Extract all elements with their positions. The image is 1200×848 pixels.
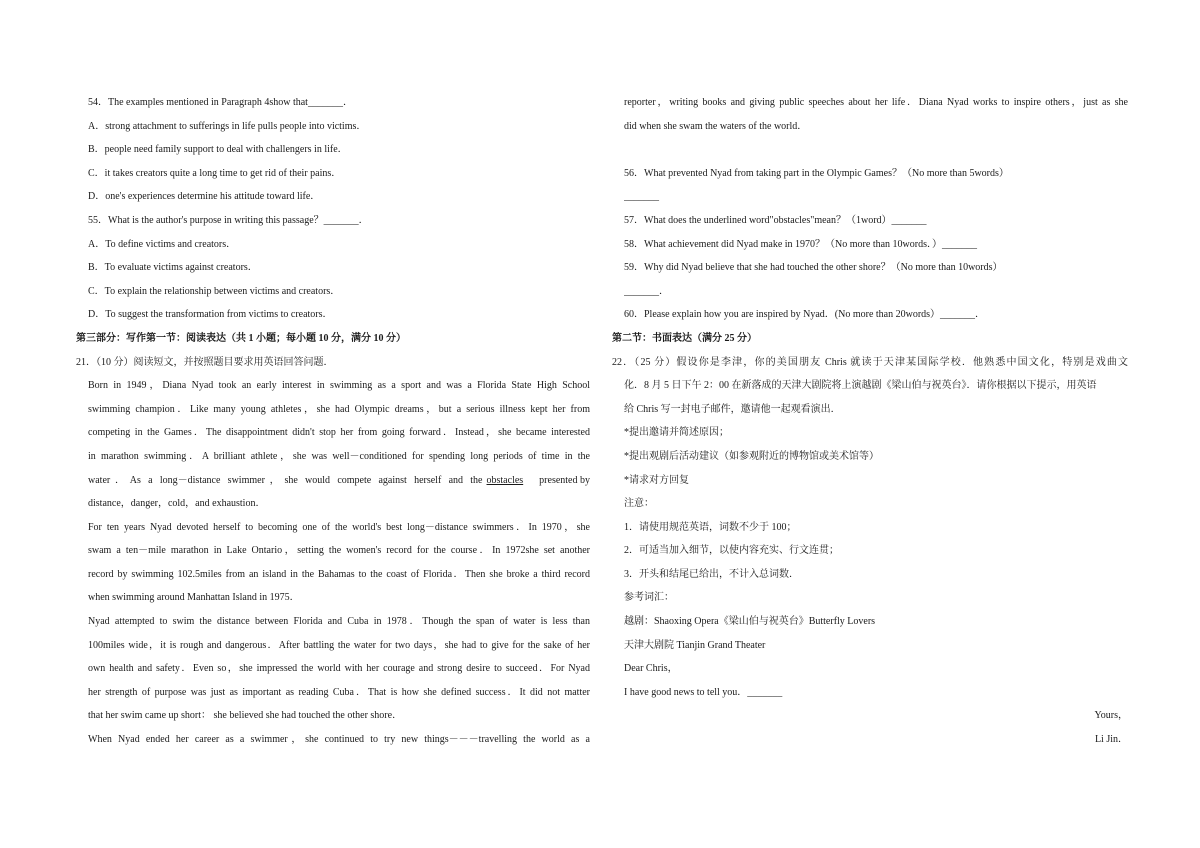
note-item: 2．可适当加入细节，以使内容充实、行文连贯； [624,545,839,557]
q22-line: 化．8 月 5 日下午 2：00 在新落成的天津大剧院将上演越剧《梁山伯与祝英台》．请你根据以下提示，用英语 [624,380,1097,392]
passage-p2-last: when swimming around Manhattan Island in 1975． [88,592,300,604]
section2-heading: 第二节：书面表达（满分 25 分） [612,332,757,344]
q54-option-d: D．one's experiences determine his attitude toward life． [88,191,321,203]
passage-p3-line: her strength of purpose was just as important as reading Cuba．That is how she defined success．It did not matter [88,686,590,698]
letter-salutation: Dear Chris， [624,663,678,675]
q22-line: 22．（25 分）假设你是李津，你的美国朋友 Chris 就读于天津某国际学校．他熟悉中国文化，特别是戏曲文 [612,356,1128,368]
q59-answer-blank: _______． [624,285,669,297]
passage-text: presented by [539,474,590,486]
notes-title: 注意： [624,498,654,510]
question-56: 56．What prevented Nyad from taking part in the Olympic Games？（No more than 5words） [624,167,1009,179]
passage-p3-line: 100miles wide，it is rough and dangerous．After battling the water for two days，she had to give for the sake of her [88,639,590,651]
prompt-item: *提出邀请并简述原因； [624,427,729,439]
passage-p1-last: distance，danger，cold，and exhaustion． [88,498,266,510]
passage-p1-line: swimming champion．Like many young athletes，she had Olympic dreams，but a serious illness kept her from [88,403,590,415]
q55-option-d: D．To suggest the transformation from victims to creators． [88,309,333,321]
question-60: 60．Please explain how you are inspired by Nyad．(No more than 20words）_______． [624,309,986,321]
vocab-item: 天津大剧院 Tianjin Grand Theater [624,639,766,651]
passage-p1-line: Born in 1949，Diana Nyad took an early interest in swimming as a sport and was a Florida State High School [88,380,590,392]
note-item: 3．开头和结尾已给出，不计入总词数． [624,568,799,580]
letter-signature: Li Jin． [1094,734,1128,746]
passage-p2-line: For ten years Nyad devoted herself to becoming one of the world's best long－distance swimmers．In 1970，she [88,521,590,533]
question-55-stem: 55．What is the author's purpose in writing this passage？_______． [88,214,369,226]
q55-option-c: C．To explain the relationship between victims and creators． [88,285,341,297]
passage-p2-line: record by swimming 102.5miles from an island in the Bahamas to the coast of Florida．Then she broke a third record [88,568,590,580]
vocab-title: 参考词汇： [624,592,674,604]
q54-option-b: B．people need family support to deal with challengers in life． [88,144,348,156]
passage-p4-last: did when she swam the waters of the world． [624,120,808,132]
passage-p3-line: Nyad attempted to swim the distance between Florida and Cuba in 1978．Though the span of water is less than [88,616,590,628]
prompt-item: *请求对方回复 [624,474,689,486]
q56-answer-blank: _______ [624,191,659,203]
passage-p3-last: that her swim came up short： she believed she had touched the other shore． [88,710,403,722]
spacer [624,138,1128,162]
letter-opening: I have good news to tell you．_______ [624,686,783,698]
q55-option-a: A．To define victims and creators． [88,238,237,250]
vocab-item: 越剧：Shaoxing Opera《梁山伯与祝英台》Butterfly Lovers [624,616,876,628]
note-item: 1．请使用规范英语，词数不少于 100； [624,521,797,533]
passage-p1-line-obstacles [88,469,590,493]
passage-p1-line: in marathon swimming．A brilliant athlete，she was well－conditioned for spending long periods of time in the [88,450,590,462]
right-column [612,91,1128,752]
section3-heading: 第三部分：写作第一节：阅读表达（共 1 小题；每小题 10 分，满分 10 分） [76,332,406,344]
passage-p4-first: When Nyad ended her career as a swimmer，she continued to try new things－－－travelling the world as a [88,734,590,746]
question-58: 58．What achievement did Nyad make in 1970？（No more than 10words．）_______ [624,238,977,250]
question-59: 59．Why did Nyad believe that she had touched the other shore？（No more than 10words） [624,262,1003,274]
passage-p2-line: swam a ten－mile marathon in Lake Ontario，setting the women's record for the course．In 1972she set another [88,545,590,557]
passage-p1-line: competing in the Games．The disappointment didn't stop her from going forward．Instead，she became interested [88,427,590,439]
q55-option-b: B．To evaluate victims against creators． [88,262,258,274]
q54-option-a: A．strong attachment to sufferings in life pulls people into victims． [88,120,367,132]
question-57: 57．What does the underlined word"obstacles"mean？（1word）_______ [624,214,927,226]
question-54-stem: 54．The examples mentioned in Paragraph 4show that_______． [88,97,353,108]
prompt-item: *提出观剧后活动建议（如参观附近的博物馆或美术馆等） [624,450,879,462]
passage-p3-line: own health and safety．Even so，she impressed the world with her courage and strong desire to succeed．For Nyad [88,663,590,675]
left-column [76,91,590,752]
q22-line: 给 Chris 写一封电子邮件，邀请他一起观看演出． [624,403,841,415]
q54-option-c: C．it takes creators quite a long time to get rid of their pains． [88,167,342,179]
passage-p4-cont: reporter，writing books and giving public speeches about her life．Diana Nyad works to inspire others，just as she [624,97,1128,108]
passage-text: water．As a long－distance swimmer，she would compete against herself and the [88,474,483,486]
letter-closing: Yours， [1094,710,1128,722]
q21-instruction: 21．（10 分）阅读短文，并按照题目要求用英语回答问题． [76,356,334,368]
underlined-word-obstacles: obstacles [486,474,524,486]
